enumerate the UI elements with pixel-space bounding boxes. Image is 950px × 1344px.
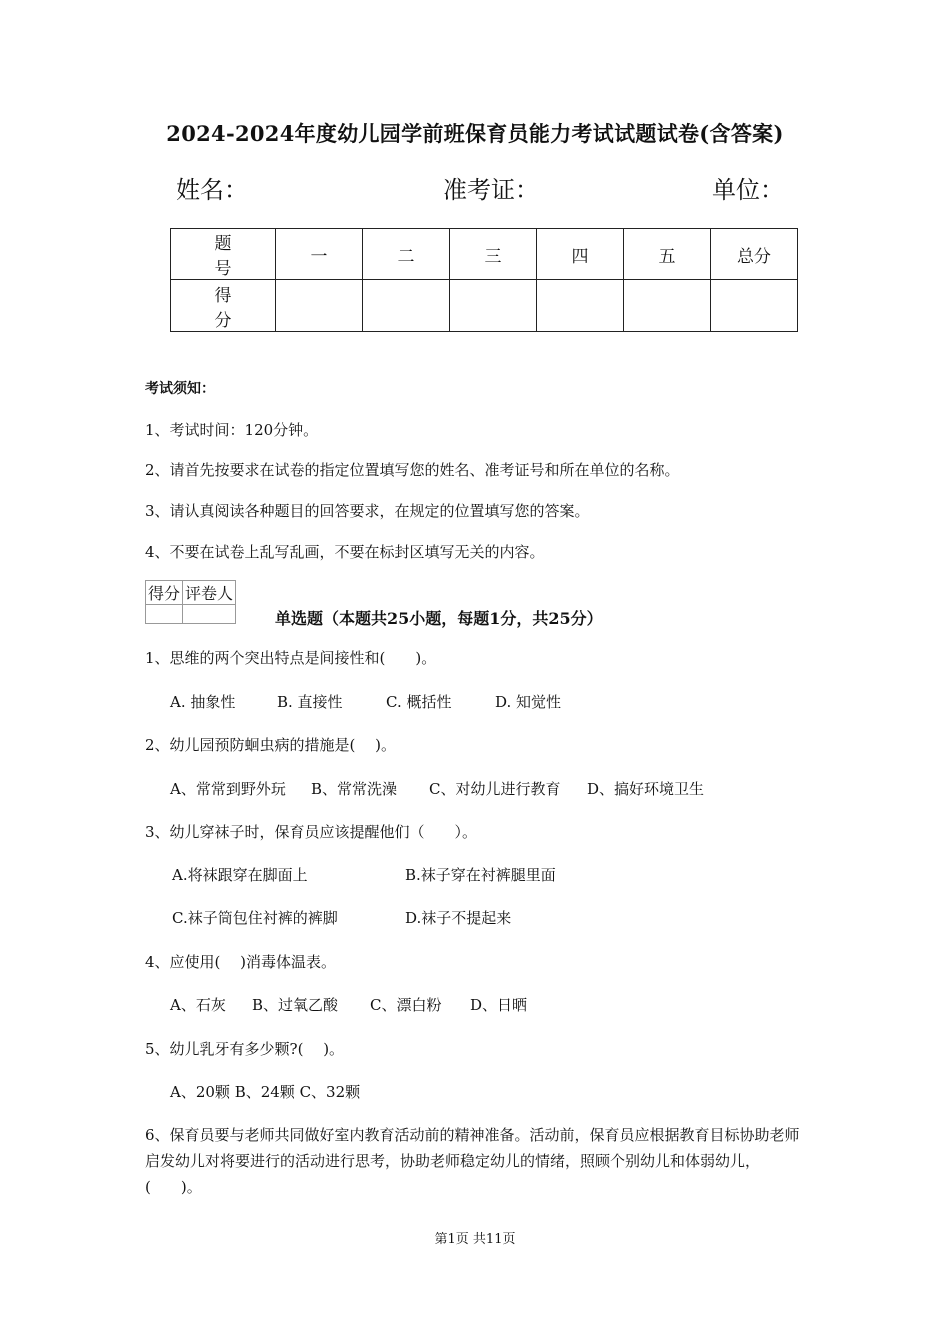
question-3-stem: 3、幼儿穿袜子时，保育员应该提醒他们（ ）。: [145, 823, 478, 841]
score-table-score-row: [171, 280, 798, 332]
score-cell-4[interactable]: [537, 280, 624, 332]
section-4-header: 四: [537, 229, 624, 280]
notice-item: 4、不要在试卷上乱写乱画，不要在标封区填写无关的内容。: [145, 543, 545, 561]
question-4-option-a[interactable]: A、石灰: [170, 996, 226, 1014]
notice-item: 1、考试时间：120分钟。: [145, 421, 319, 439]
question-2-option-b[interactable]: B、常常洗澡: [311, 780, 398, 798]
page-footer: 第1页 共11页: [434, 1232, 516, 1247]
score-label: 得 分: [171, 280, 276, 332]
question-1-stem: 1、思维的两个突出特点是间接性和( )。: [145, 649, 437, 667]
score-cell-total[interactable]: [711, 280, 798, 332]
question-3-option-a[interactable]: A.将袜跟穿在脚面上: [172, 866, 308, 884]
question-4-option-b[interactable]: B、过氧乙酸: [252, 996, 339, 1014]
grader-name-cell[interactable]: [183, 605, 236, 624]
question-1-option-c[interactable]: C. 概括性: [386, 693, 452, 711]
name-field-label: 姓名：: [176, 176, 248, 204]
score-cell-1[interactable]: [276, 280, 363, 332]
score-cell-5[interactable]: [624, 280, 711, 332]
question-2-option-c[interactable]: C、对幼儿进行教育: [429, 780, 561, 798]
unit-field-label: 单位：: [712, 176, 784, 204]
question-4-option-d[interactable]: D、日晒: [470, 996, 528, 1014]
question-3-option-d[interactable]: D.袜子不提起来: [405, 909, 512, 927]
section-title: 单选题（本题共25小题，每题1分，共25分）: [275, 609, 603, 628]
question-1-option-b[interactable]: B. 直接性: [277, 693, 343, 711]
question-2-option-d[interactable]: D、搞好环境卫生: [587, 780, 705, 798]
question-6-stem: 6、保育员要与老师共同做好室内教育活动前的精神准备。活动前，保育员应根据教育目标协助老师启发幼儿对将要进行的活动进行思考，协助老师稳定幼儿的情绪，照顾个别幼儿和体弱幼儿，( )。: [145, 1126, 800, 1196]
question-5-stem: 5、幼儿乳牙有多少颗?( )。: [145, 1040, 345, 1058]
score-cell-3[interactable]: [450, 280, 537, 332]
notice-item: 2、请首先按要求在试卷的指定位置填写您的姓名、准考证号和所在单位的名称。: [145, 461, 680, 479]
exam-id-field-label: 准考证：: [443, 176, 539, 204]
question-3-option-c[interactable]: C.袜子筒包住衬裤的裤脚: [172, 909, 338, 927]
question-4-option-c[interactable]: C、漂白粉: [370, 996, 442, 1014]
question-2-option-a[interactable]: A、常常到野外玩: [170, 780, 286, 798]
score-table: [170, 228, 798, 332]
question-1-option-a[interactable]: A. 抽象性: [170, 693, 236, 711]
score-table-header-row: [171, 229, 798, 280]
grader-box: [145, 580, 236, 624]
notice-title: 考试须知：: [145, 381, 215, 397]
grader-name-label: 评卷人: [183, 581, 236, 605]
exam-title: 2024-2024年度幼儿园学前班保育员能力考试试题试卷(含答案): [166, 121, 784, 146]
grader-score-label: 得分: [146, 581, 183, 605]
question-1-option-d[interactable]: D. 知觉性: [495, 693, 562, 711]
grader-score-cell[interactable]: [146, 605, 183, 624]
section-5-header: 五: [624, 229, 711, 280]
question-4-stem: 4、应使用( )消毒体温表。: [145, 953, 337, 971]
notice-item: 3、请认真阅读各种题目的回答要求，在规定的位置填写您的答案。: [145, 502, 590, 520]
section-3-header: 三: [450, 229, 537, 280]
question-number-label: 题 号: [171, 229, 276, 280]
score-cell-2[interactable]: [363, 280, 450, 332]
section-1-header: 一: [276, 229, 363, 280]
section-2-header: 二: [363, 229, 450, 280]
question-5-options[interactable]: A、20颗 B、24颗 C、32颗: [170, 1083, 361, 1101]
question-3-option-b[interactable]: B.袜子穿在衬裤腿里面: [405, 866, 556, 884]
total-header: 总分: [711, 229, 798, 280]
question-2-stem: 2、幼儿园预防蛔虫病的措施是( )。: [145, 736, 397, 754]
